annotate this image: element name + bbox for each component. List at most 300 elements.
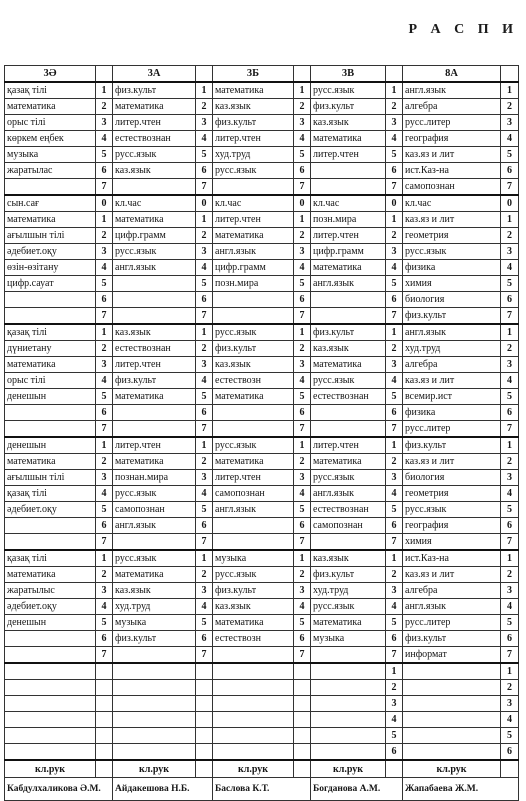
lesson-row [5,82,519,99]
lesson-number-cell: 5 [501,147,519,163]
subject-cell: математика [113,567,196,583]
lesson-number-cell: 4 [386,599,403,615]
lesson-number-cell: 1 [196,324,213,341]
subject-cell: англ.язык [213,502,294,518]
subject-cell [5,518,96,534]
lesson-number-cell: 4 [501,373,519,389]
subject-cell [311,179,386,196]
lesson-number-cell: 1 [501,212,519,228]
lesson-number-cell: 5 [196,615,213,631]
subject-cell: каз.яз и лит [403,147,501,163]
lesson-number-cell: 3 [386,583,403,599]
lesson-number-cell: 5 [386,389,403,405]
subject-cell: орыс тілі [5,373,96,389]
subject-cell: өзін-өзітану [5,260,96,276]
subject-cell [311,534,386,551]
subject-cell [113,534,196,551]
lesson-number-cell [96,696,113,712]
lesson-number-cell: 6 [501,163,519,179]
page-title: Р А С П И [408,22,518,37]
lesson-number-cell: 4 [501,486,519,502]
subject-cell [5,308,96,325]
subject-cell [311,308,386,325]
subject-cell: математика [113,454,196,470]
subject-cell: каз.язык [113,583,196,599]
lesson-number-cell: 7 [386,308,403,325]
subject-cell [403,696,501,712]
lesson-number-cell: 7 [96,421,113,438]
lesson-number-cell: 7 [501,179,519,196]
lesson-number-cell: 1 [96,212,113,228]
lesson-number-cell: 2 [386,567,403,583]
subject-cell [113,744,196,761]
subject-cell: естествознан [311,389,386,405]
subject-cell: каз.яз и лит [403,454,501,470]
lesson-row [5,454,519,470]
subject-cell: каз.яз и лит [403,373,501,389]
lesson-number-cell: 5 [501,389,519,405]
lesson-row [5,696,519,712]
subject-cell: русс.литер [403,421,501,438]
lesson-number-cell: 3 [294,244,311,260]
lesson-row [5,115,519,131]
class-header: 3Б [213,66,294,83]
lesson-number-cell: 6 [386,405,403,421]
subject-cell: англ.язык [113,260,196,276]
lesson-number-cell: 4 [96,260,113,276]
lesson-number-cell: 4 [501,599,519,615]
subject-cell [213,421,294,438]
subject-cell: русс.язык [213,163,294,179]
subject-cell: география [403,518,501,534]
lesson-number-cell: 1 [196,212,213,228]
lesson-row [5,421,519,438]
lesson-number-cell: 2 [96,99,113,115]
subject-cell: цифр.грамм [213,260,294,276]
lesson-number-cell: 4 [501,712,519,728]
lesson-number-cell: 2 [196,567,213,583]
subject-cell: физ.культ [113,373,196,389]
subject-cell [213,518,294,534]
subject-cell: музыка [213,550,294,567]
subject-cell: естествознан [113,131,196,147]
subject-cell: кл.час [213,195,294,212]
subject-cell [113,696,196,712]
lesson-number-cell: 6 [196,518,213,534]
subject-cell: самопознан [213,486,294,502]
lesson-number-cell: 1 [386,437,403,454]
lesson-number-cell [196,663,213,680]
lesson-number-cell: 5 [501,615,519,631]
lesson-number-cell: 3 [96,115,113,131]
lesson-number-cell [294,663,311,680]
subject-cell: русс.язык [213,324,294,341]
lesson-number-cell: 2 [501,454,519,470]
subject-cell: алгебра [403,99,501,115]
subject-cell: математика [213,228,294,244]
lesson-number-cell: 5 [96,615,113,631]
subject-cell: каз.язык [213,357,294,373]
kl-ruk-spacer [196,760,213,778]
lesson-number-cell: 7 [196,421,213,438]
lesson-number-cell: 5 [294,276,311,292]
lesson-number-cell: 1 [501,324,519,341]
lesson-number-cell: 6 [386,518,403,534]
lesson-number-cell: 3 [96,244,113,260]
lesson-number-cell [196,680,213,696]
teacher-name: Баслова К.Т. [213,778,311,801]
lesson-number-cell: 3 [196,115,213,131]
lesson-row [5,599,519,615]
subject-cell: орыс тілі [5,115,96,131]
lesson-number-cell: 5 [294,389,311,405]
lesson-row [5,99,519,115]
lesson-row [5,341,519,357]
subject-cell: физ.культ [311,567,386,583]
lesson-number-cell [294,744,311,761]
lesson-number-cell: 1 [294,324,311,341]
lesson-number-cell: 4 [96,373,113,389]
lesson-number-cell: 6 [96,518,113,534]
subject-cell [311,647,386,664]
class-header: 3Ә [5,66,96,83]
lesson-number-cell: 4 [294,599,311,615]
subject-cell: математика [213,389,294,405]
lesson-row [5,195,519,212]
lesson-number-cell: 5 [294,502,311,518]
lesson-number-cell: 6 [294,631,311,647]
lesson-number-cell: 3 [96,583,113,599]
lesson-number-cell: 1 [96,550,113,567]
subject-cell: қазақ тілі [5,486,96,502]
subject-cell: жаратылас [5,163,96,179]
subject-cell: физ.культ [311,324,386,341]
subject-cell [5,663,96,680]
lesson-number-cell: 0 [96,195,113,212]
subject-cell: физ.культ [213,341,294,357]
subject-cell: математика [113,212,196,228]
lesson-row [5,728,519,744]
lesson-row [5,550,519,567]
subject-cell: литер.чтен [311,147,386,163]
lesson-number-cell: 4 [196,260,213,276]
lesson-number-cell: 7 [386,647,403,664]
lesson-number-cell: 6 [386,292,403,308]
subject-cell: русс.язык [113,147,196,163]
subject-cell [213,405,294,421]
lesson-number-cell: 3 [501,357,519,373]
lesson-number-cell: 1 [196,437,213,454]
subject-cell: естествознан [311,502,386,518]
subject-cell [5,534,96,551]
lesson-number-cell: 6 [294,292,311,308]
subject-cell: физ.культ [113,631,196,647]
subject-cell: русс.язык [213,437,294,454]
subject-cell: қазақ тілі [5,550,96,567]
lesson-number-cell: 5 [196,389,213,405]
lesson-number-cell: 2 [386,228,403,244]
subject-cell [5,712,96,728]
subject-cell: физика [403,260,501,276]
subject-cell [113,179,196,196]
lesson-number-cell: 3 [96,357,113,373]
subject-cell: биология [403,470,501,486]
lesson-number-cell: 3 [386,470,403,486]
subject-cell: әдебиет.оқу [5,599,96,615]
kl-ruk-spacer [294,760,311,778]
lesson-number-cell: 1 [96,82,113,99]
subject-cell: ағылшын тілі [5,470,96,486]
lesson-number-cell: 1 [501,437,519,454]
lesson-number-cell: 1 [386,82,403,99]
class-header: 3В [311,66,386,83]
lesson-number-cell: 2 [96,567,113,583]
subject-cell: цифр.грамм [311,244,386,260]
lesson-row [5,131,519,147]
lesson-number-cell: 1 [386,550,403,567]
subject-cell: сын.сағ [5,195,96,212]
lesson-number-cell: 2 [196,454,213,470]
subject-cell: литер.чтен [213,131,294,147]
lesson-row [5,292,519,308]
lesson-number-cell: 7 [196,179,213,196]
subject-cell: ист.Каз-на [403,163,501,179]
subject-cell: кл.час [403,195,501,212]
subject-cell [213,663,294,680]
lesson-number-cell: 7 [96,647,113,664]
lesson-row [5,405,519,421]
lesson-number-cell: 1 [294,437,311,454]
lesson-number-cell: 4 [501,260,519,276]
lesson-number-cell: 6 [294,518,311,534]
subject-cell: информат [403,647,501,664]
subject-cell [5,647,96,664]
lesson-number-cell: 4 [196,131,213,147]
lesson-number-cell: 7 [501,421,519,438]
lesson-number-cell: 1 [501,82,519,99]
lesson-number-cell: 5 [501,728,519,744]
kl-ruk-row [5,760,519,778]
lesson-number-cell: 2 [196,228,213,244]
subject-cell: русс.литер [403,615,501,631]
subject-cell [113,712,196,728]
lesson-number-cell: 2 [96,454,113,470]
lesson-number-cell: 2 [386,680,403,696]
subject-cell: англ.язык [311,486,386,502]
teacher-name: Жапабаева Ж.М. [403,778,519,801]
lesson-number-cell: 6 [196,292,213,308]
lesson-number-cell: 2 [294,228,311,244]
subject-cell: физ.культ [113,82,196,99]
subject-cell: англ.язык [213,244,294,260]
lesson-row [5,486,519,502]
lesson-number-cell: 7 [294,179,311,196]
lesson-number-cell: 6 [96,631,113,647]
lesson-number-cell: 5 [96,276,113,292]
lesson-number-cell: 2 [386,99,403,115]
lesson-row [5,308,519,325]
lesson-number-cell: 3 [294,470,311,486]
subject-cell [403,744,501,761]
subject-cell: каз.язык [311,115,386,131]
lesson-number-cell: 7 [386,534,403,551]
subject-cell: позн.мира [311,212,386,228]
subject-cell: әдебиет.оқу [5,244,96,260]
subject-cell: кл.час [113,195,196,212]
lesson-number-cell: 2 [294,341,311,357]
subject-cell: англ.язык [403,599,501,615]
subject-cell: ист.Каз-на [403,550,501,567]
subject-cell: каз.язык [311,341,386,357]
subject-cell [113,647,196,664]
subject-cell [213,728,294,744]
lesson-number-cell: 7 [96,534,113,551]
subject-cell: самопознан [113,502,196,518]
lesson-number-cell: 6 [294,405,311,421]
lesson-number-cell: 2 [501,567,519,583]
kl-ruk-label: кл.рук [403,760,501,778]
subject-cell: математика [213,82,294,99]
lesson-number-cell: 1 [294,82,311,99]
lesson-number-cell: 3 [196,244,213,260]
subject-cell: естествознан [113,341,196,357]
lesson-row [5,647,519,664]
kl-ruk-spacer [501,760,519,778]
subject-cell: география [403,131,501,147]
lesson-row [5,567,519,583]
subject-cell: физика [403,405,501,421]
subject-cell [5,744,96,761]
lesson-number-cell: 2 [294,99,311,115]
subject-cell: математика [311,615,386,631]
subject-cell [403,728,501,744]
lesson-number-cell: 5 [386,615,403,631]
lesson-number-cell: 5 [386,502,403,518]
lesson-number-cell: 5 [386,276,403,292]
lesson-row [5,389,519,405]
subject-cell: цифр.сауат [5,276,96,292]
subject-cell: естествозн [213,373,294,389]
subject-cell: музыка [311,631,386,647]
subject-cell: ағылшын тілі [5,228,96,244]
subject-cell: математика [213,454,294,470]
lesson-number-cell: 7 [294,421,311,438]
lesson-number-cell: 0 [386,195,403,212]
lesson-number-cell: 0 [501,195,519,212]
subject-cell: литер.чтен [311,228,386,244]
schedule-table [4,65,519,801]
lesson-row [5,712,519,728]
lesson-number-cell: 6 [386,744,403,761]
lesson-number-cell [196,712,213,728]
lesson-row [5,147,519,163]
lesson-number-cell: 5 [386,147,403,163]
lesson-number-cell [196,744,213,761]
lesson-number-cell: 0 [294,195,311,212]
teacher-name: Кабдулхаликова Ә.М. [5,778,113,801]
subject-cell [213,647,294,664]
subject-cell: самопознан [311,518,386,534]
subject-cell [311,163,386,179]
subject-cell: русс.язык [113,550,196,567]
lesson-number-cell: 6 [386,631,403,647]
subject-cell [5,179,96,196]
lesson-number-cell: 3 [196,357,213,373]
subject-cell [311,292,386,308]
subject-cell: математика [5,212,96,228]
lesson-number-cell: 5 [294,615,311,631]
lesson-row [5,276,519,292]
subject-cell: русс.язык [403,244,501,260]
subject-cell: литер.чтен [213,212,294,228]
subject-cell: всемир.ист [403,389,501,405]
subject-cell: русс.язык [311,470,386,486]
subject-cell [311,744,386,761]
subject-cell: англ.язык [113,518,196,534]
lesson-number-cell: 7 [294,534,311,551]
lesson-number-cell [196,728,213,744]
lesson-number-cell: 2 [501,228,519,244]
subject-cell: биология [403,292,501,308]
lesson-number-cell: 2 [196,341,213,357]
subject-cell: физ.культ [311,99,386,115]
subject-cell [311,696,386,712]
subject-cell: физ.культ [403,437,501,454]
subject-cell: алгебра [403,583,501,599]
lesson-number-cell: 7 [501,534,519,551]
subject-cell [113,728,196,744]
subject-cell [213,179,294,196]
lesson-number-cell: 4 [196,486,213,502]
lesson-number-cell: 1 [386,212,403,228]
subject-cell: денешын [5,615,96,631]
lesson-number-cell: 4 [386,260,403,276]
lesson-number-cell [294,712,311,728]
lesson-number-cell: 4 [294,260,311,276]
lesson-row [5,518,519,534]
subject-cell [113,663,196,680]
class-header-row [5,66,519,83]
subject-cell: англ.язык [403,324,501,341]
lesson-number-cell: 3 [501,115,519,131]
lesson-number-cell: 2 [386,341,403,357]
subject-cell [113,292,196,308]
subject-cell: англ.язык [403,82,501,99]
lesson-row [5,502,519,518]
subject-cell: худ.труд [403,341,501,357]
subject-cell: литер.чтен [213,470,294,486]
lesson-row [5,583,519,599]
subject-cell: математика [5,99,96,115]
lesson-number-cell: 2 [501,99,519,115]
lesson-number-cell: 7 [501,308,519,325]
subject-cell: физ.культ [213,583,294,599]
subject-cell: цифр.грамм [113,228,196,244]
subject-cell: денешын [5,389,96,405]
lesson-number-cell: 2 [294,567,311,583]
subject-cell: денешын [5,437,96,454]
lesson-number-cell: 1 [501,550,519,567]
subject-cell [311,405,386,421]
lesson-number-cell: 4 [196,599,213,615]
subject-cell [311,421,386,438]
lesson-number-cell: 7 [96,308,113,325]
lesson-number-cell: 5 [386,728,403,744]
subject-cell: познан.мира [113,470,196,486]
lesson-row [5,437,519,454]
teacher-name: Богданова А.М. [311,778,403,801]
subject-cell [403,712,501,728]
